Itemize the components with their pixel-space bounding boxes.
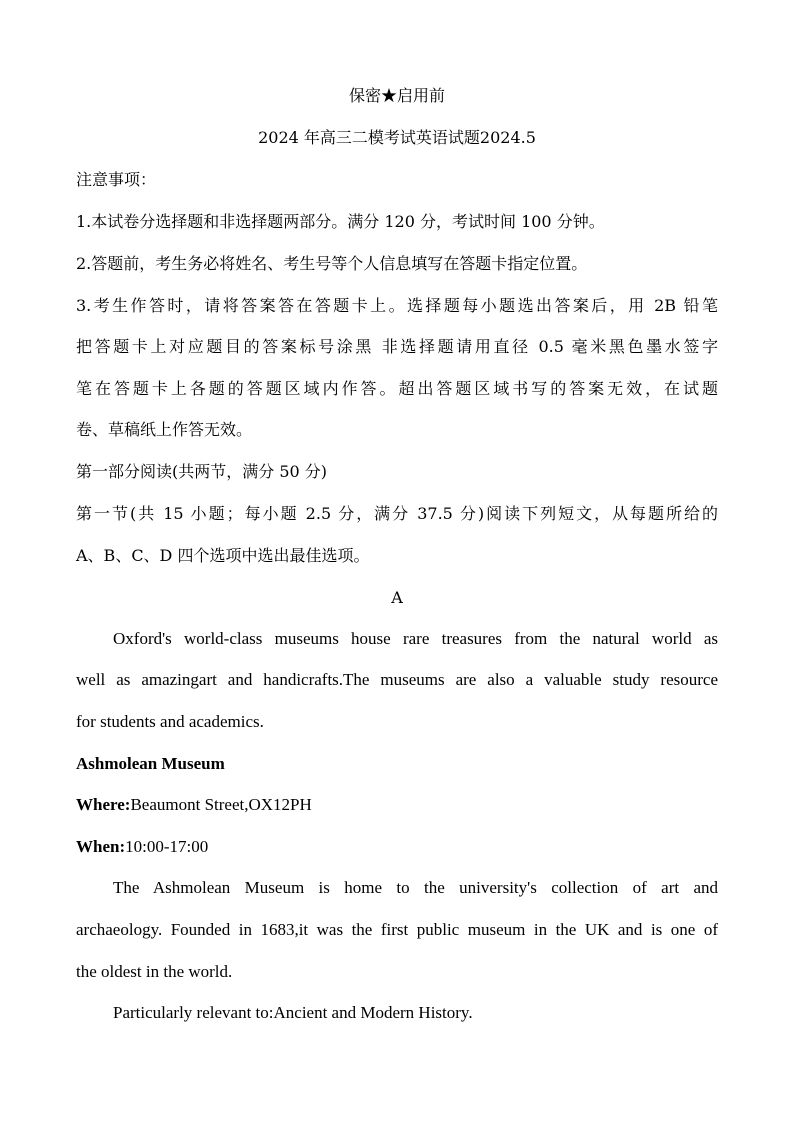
part1-heading: 第一部分阅读(共两节，满分 50 分) bbox=[76, 462, 328, 481]
notice-item-3-line-4: 卷、草稿纸上作答无效。 bbox=[76, 420, 253, 439]
museum-when bbox=[76, 837, 718, 857]
section1-instructions-line-1: 第一节(共 15 小题；每小题 2.5 分，满分 37.5 分)阅读下列短文，从每题所给的 bbox=[76, 504, 718, 523]
when-label: When: bbox=[76, 837, 126, 856]
museum-desc-line-1: The Ashmolean Museum is home to the university's collection of art and bbox=[113, 878, 718, 897]
exam-title: 2024 年高三二模考试英语试题2024.5 bbox=[258, 128, 536, 147]
museum-desc-line-3: the oldest in the world. bbox=[76, 962, 233, 981]
notice-item-2: 2.答题前，考生务必将姓名、考生号等个人信息填写在答题卡指定位置。 bbox=[76, 254, 588, 273]
passage-intro-line-2: well as amazingart and handicrafts.The museums are also a valuable study resource bbox=[76, 670, 718, 689]
passage-intro-line-3: for students and academics. bbox=[76, 712, 264, 731]
confidential-label: 保密★启用前 bbox=[348, 86, 445, 105]
notice-item-3-line-1: 3.考生作答时，请将答案答在答题卡上。选择题每小题选出答案后，用 2B 铅笔 bbox=[76, 296, 718, 315]
museum-desc-line-2: archaeology. Founded in 1683,it was the first public museum in the UK and is one of bbox=[76, 920, 718, 939]
notice-item-3-line-2: 把答题卡上对应题目的答案标号涂黑 非选择题请用直径 0.5 毫米黑色墨水签字 bbox=[76, 337, 718, 356]
museum-relevance: Particularly relevant to:Ancient and Modern History. bbox=[113, 1003, 473, 1022]
notice-item-1: 1.本试卷分选择题和非选择题两部分。满分 120 分，考试时间 100 分钟。 bbox=[76, 212, 605, 231]
museum-name: Ashmolean Museum bbox=[76, 754, 225, 773]
museum-where bbox=[76, 795, 718, 815]
where-label: Where: bbox=[76, 795, 131, 814]
when-value: 10:00-17:00 bbox=[125, 837, 209, 856]
passage-intro-line-1: Oxford's world-class museums house rare treasures from the natural world as bbox=[113, 629, 718, 648]
where-value: Beaumont Street,OX12PH bbox=[130, 795, 312, 814]
notice-item-3-line-3: 笔在答题卡上各题的答题区域内作答。超出答题区域书写的答案无效，在试题 bbox=[76, 379, 718, 398]
passage-label: A bbox=[391, 588, 403, 607]
section1-instructions-line-2: A、B、C、D 四个选项中选出最佳选项。 bbox=[76, 546, 370, 565]
notice-heading: 注意事项： bbox=[76, 170, 157, 189]
